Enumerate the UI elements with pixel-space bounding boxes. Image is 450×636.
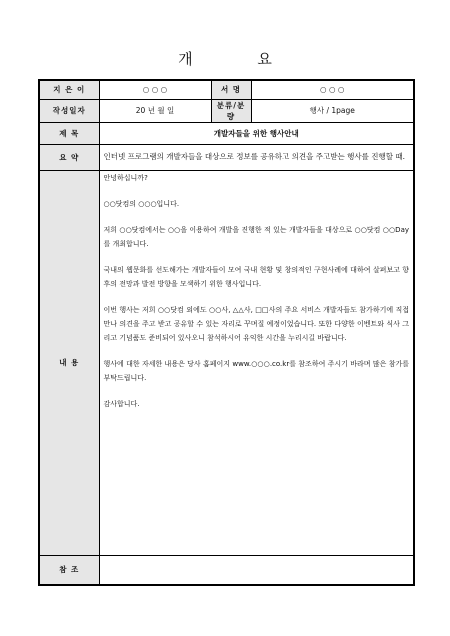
content-paragraph: 행사에 대한 자세한 내용은 당사 홈페이지 www.○○○.co.kr를 참조하여 주시기 바라며 많은 참가를 부탁드립니다. <box>103 359 409 382</box>
signature-value[interactable]: ○ ○ ○ <box>251 80 414 99</box>
summary-label: 요 약 <box>39 144 99 170</box>
row-reference <box>39 555 414 585</box>
row-summary <box>39 144 414 170</box>
content-paragraph: 저희 ○○닷컴에서는 ○○을 이용하여 개발을 진행한 적 있는 개발자들을 대상으로 ○○닷컴 ○○Day를 개최합니다. <box>103 225 409 248</box>
row-subject <box>39 122 414 144</box>
row-date-category <box>39 99 414 122</box>
author-label: 지 은 이 <box>39 80 99 99</box>
reference-value[interactable] <box>99 555 414 585</box>
row-content <box>39 170 414 555</box>
content-paragraph: 이번 행사는 저희 ○○닷컴 외에도 ○○사, △△사, □□사의 주요 서비스 개발자들도 참가하기에 직접 만나 의견을 주고 받고 공유할 수 있는 자리로 꾸며질 예정이었습니다. 또한 다양한 이벤트와 식사 그리고 기념품도 준비되어 있사오니 참석하시어 유익한 시간을 누리시길 바랍니다. <box>103 305 409 342</box>
subject-label: 제 목 <box>39 122 99 144</box>
date-label: 작성일자 <box>39 99 99 122</box>
reference-label: 참 조 <box>39 555 99 585</box>
content-paragraph: 국내의 웹문화를 선도해가는 개발자들이 모여 국내 현황 및 창의적인 구현사례에 대하여 살펴보고 향후의 전망과 발전 방향을 모색하기 위한 행사입니다. <box>103 265 409 288</box>
author-value[interactable]: ○ ○ ○ <box>99 80 211 99</box>
content-paragraph: 감사합니다. <box>103 399 140 408</box>
category-label: 분류/분량 <box>211 99 251 122</box>
date-value[interactable]: 20 년 월 일 <box>99 99 211 122</box>
summary-form-table <box>38 79 415 586</box>
category-value[interactable]: 행사 / 1page <box>251 99 414 122</box>
row-author-signature <box>39 80 414 99</box>
signature-label: 서 명 <box>211 80 251 99</box>
content-paragraph: ○○닷컴의 ○○○입니다. <box>103 199 180 208</box>
subject-value[interactable]: 개발자들을 위한 행사안내 <box>99 122 414 144</box>
content-paragraph: 안녕하십니까? <box>103 173 148 182</box>
content-body[interactable] <box>99 170 414 555</box>
summary-value[interactable]: 인터넷 프로그램의 개발자들을 대상으로 정보를 공유하고 의견을 주고받는 행사를 진행할 때. <box>99 144 414 170</box>
document-title: 개 요 <box>178 50 302 68</box>
content-label: 내 용 <box>39 170 99 555</box>
